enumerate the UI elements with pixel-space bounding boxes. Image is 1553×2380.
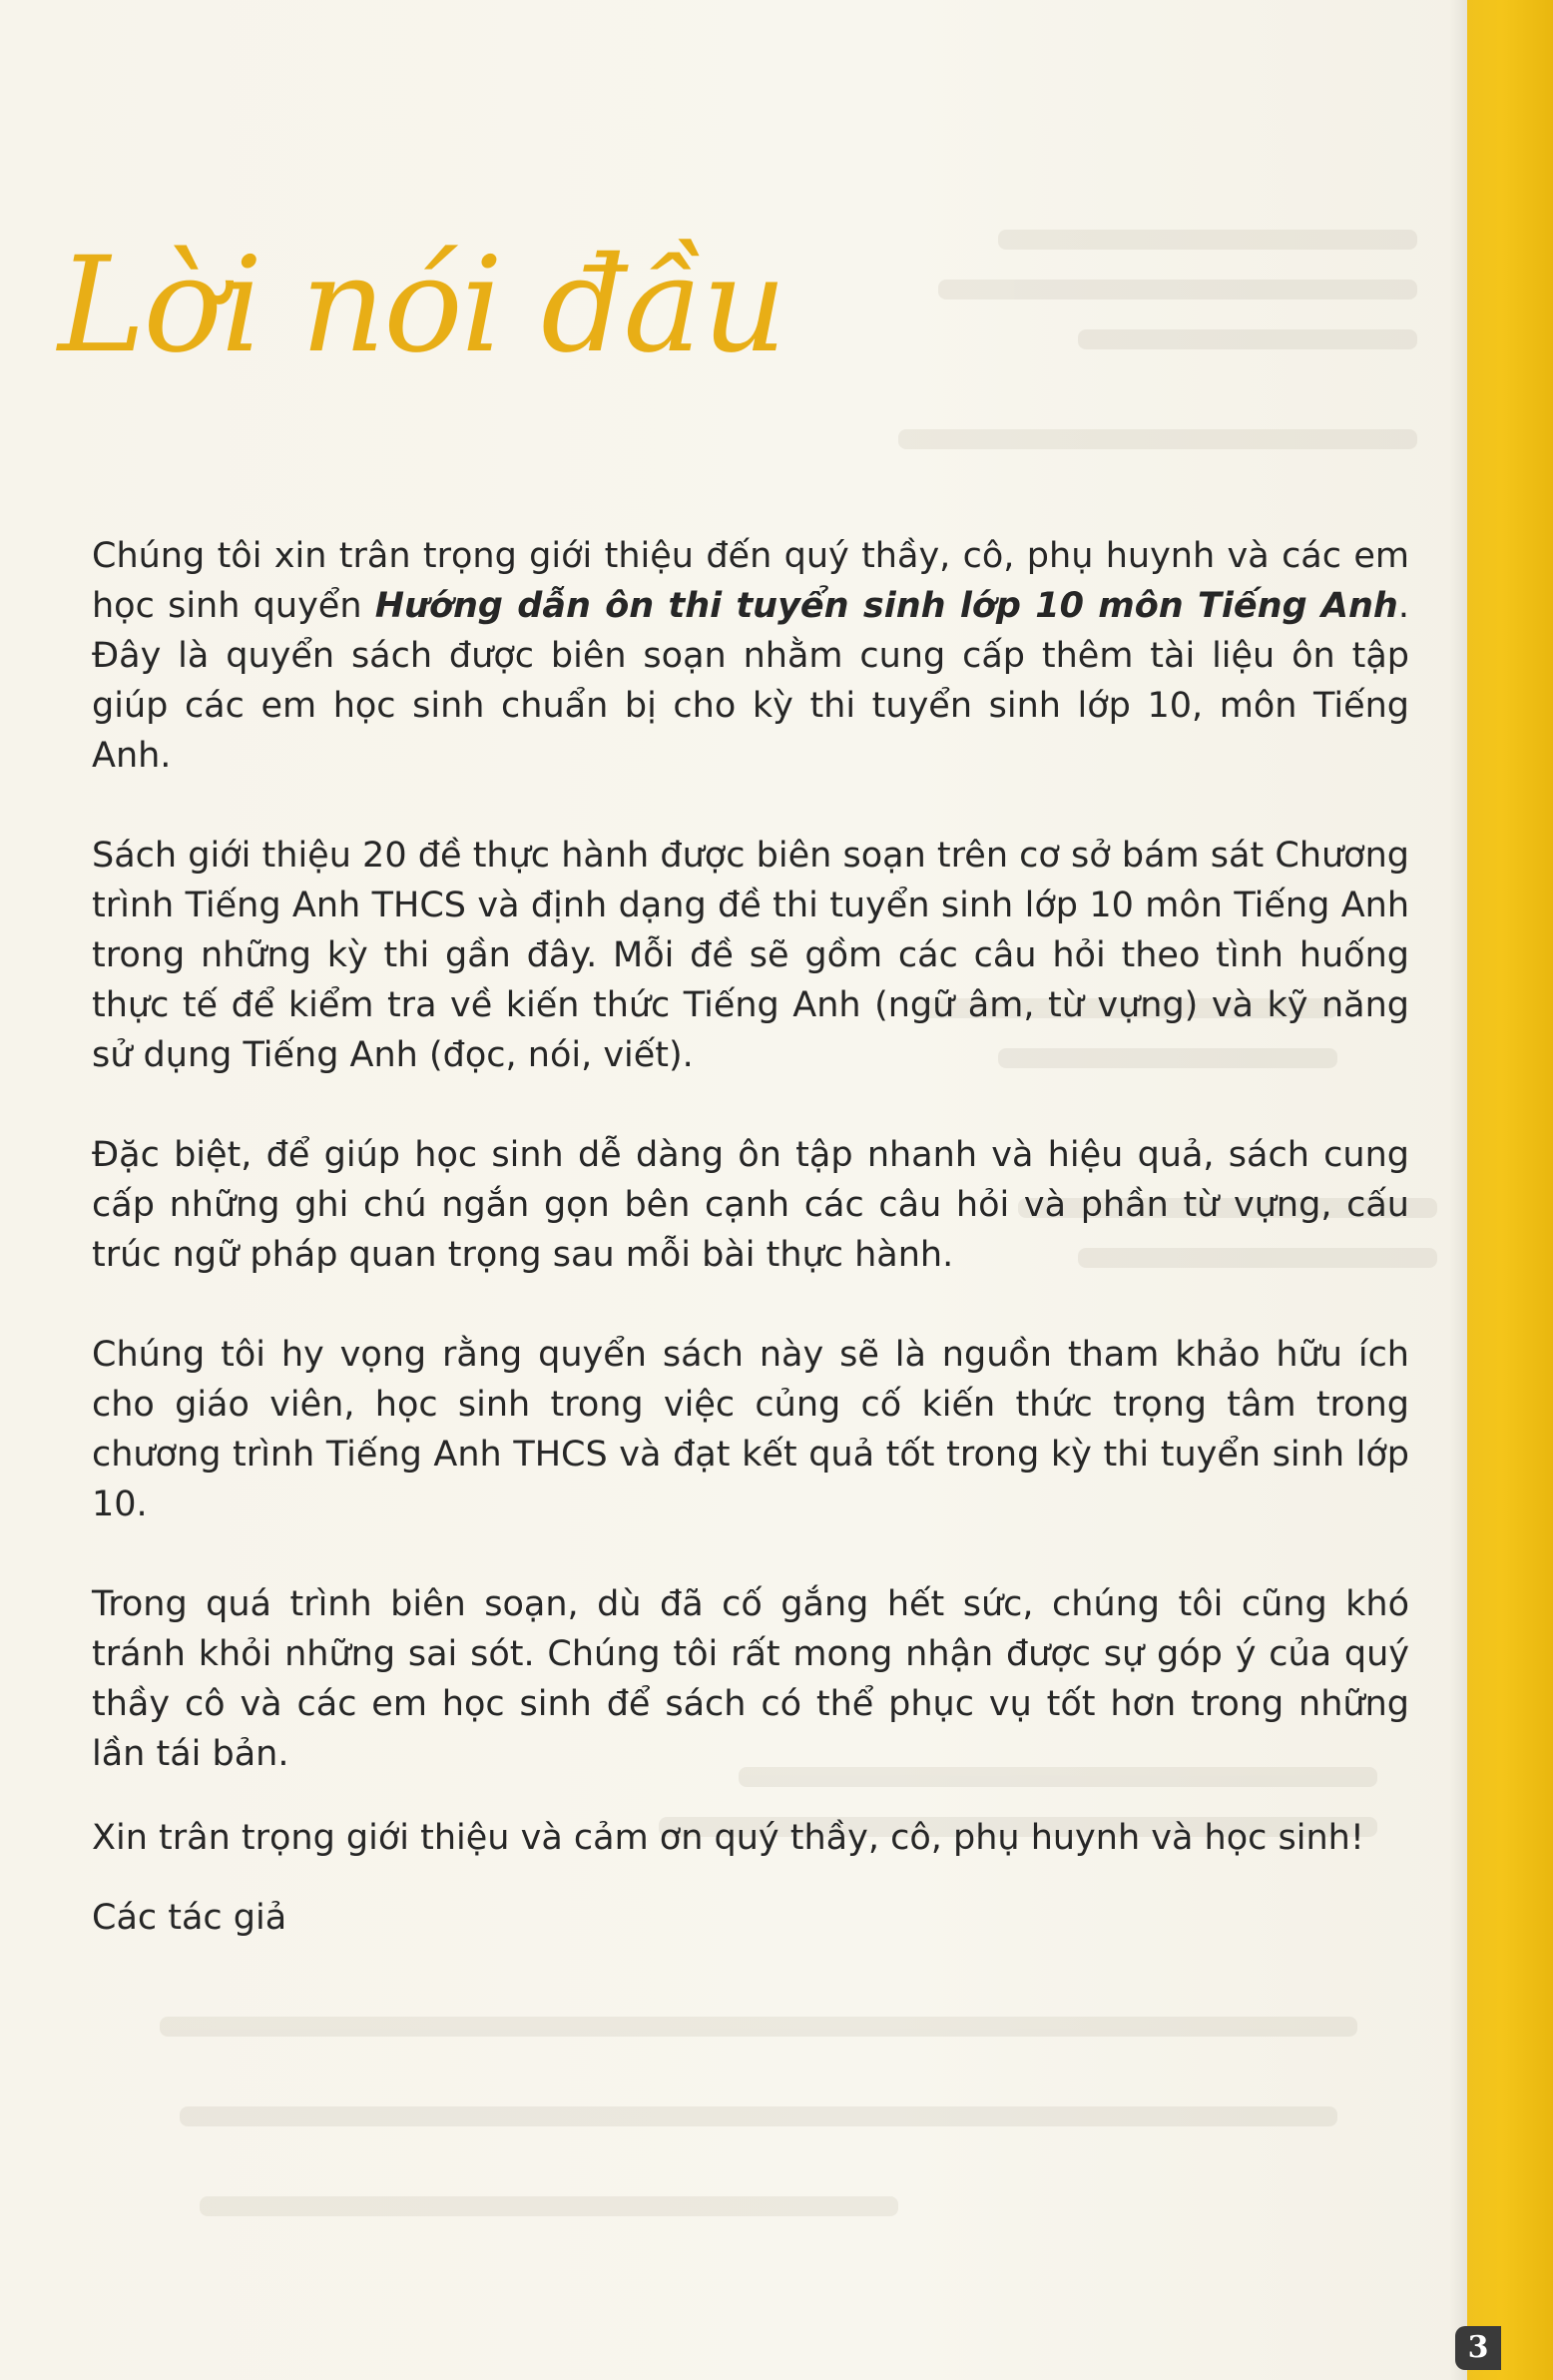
paragraph-feedback: Trong quá trình biên soạn, dù đã cố gắng hết sức, chúng tôi cũng khó tránh khỏi những sai sót. Chúng tôi rất mong nhận được sự góp ý của quý thầy cô và các em học sinh để sách có thể phục vụ tốt hơn trong những lần tái bản. — [92, 1584, 1409, 1774]
page-number-badge: 3 — [1455, 2326, 1501, 2370]
yellow-page-edge — [1467, 0, 1553, 2380]
signature: Các tác giả — [92, 1898, 287, 1938]
paragraph-thanks: Xin trân trọng giới thiệu và cảm ơn quý thầy, cô, phụ huynh và học sinh! — [92, 1818, 1364, 1858]
paragraph-intro — [92, 531, 1409, 781]
page-title: Lời nói đầu — [58, 229, 785, 382]
paragraph-hope: Chúng tôi hy vọng rằng quyển sách này sẽ là nguồn tham khảo hữu ích cho giáo viên, học sinh trong việc củng cố kiến thức trọng tâm trong chương trình Tiếng Anh THCS và đạt kết quả tốt trong kỳ thi tuyển sinh lớp 10. — [92, 1335, 1409, 1524]
page-edge-shadow — [1449, 0, 1467, 2380]
book-title: Hướng dẫn ôn thi tuyển sinh lớp 10 môn Tiếng Anh — [374, 586, 1398, 626]
preface-body — [92, 531, 1409, 1993]
paragraph-intro-before: Chúng tôi xin trân trọng giới thiệu đến quý thầy, cô, phụ huynh và các em học sinh quyển — [92, 536, 1409, 626]
paragraph-content: Sách giới thiệu 20 đề thực hành được biên soạn trên cơ sở bám sát Chương trình Tiếng Anh THCS và định dạng đề thi tuyển sinh lớp 10 môn Tiếng Anh trong những kỳ thi gần đây. Mỗi đề sẽ gồm các câu hỏi theo tình huống thực tế để kiểm tra về kiến thức Tiếng Anh (ngữ âm, từ vựng) và kỹ năng sử dụng Tiếng Anh (đọc, nói, viết). — [92, 836, 1409, 1075]
paragraph-intro-after: . Đây là quyển sách được biên soạn nhằm cung cấp thêm tài liệu ôn tập giúp các em học sinh chuẩn bị cho kỳ thi tuyển sinh lớp 10, môn Tiếng Anh. — [92, 586, 1409, 776]
paragraph-features: Đặc biệt, để giúp học sinh dễ dàng ôn tập nhanh và hiệu quả, sách cung cấp những ghi chú ngắn gọn bên cạnh các câu hỏi và phần từ vựng, cấu trúc ngữ pháp quan trọng sau mỗi bài thực hành. — [92, 1135, 1409, 1275]
